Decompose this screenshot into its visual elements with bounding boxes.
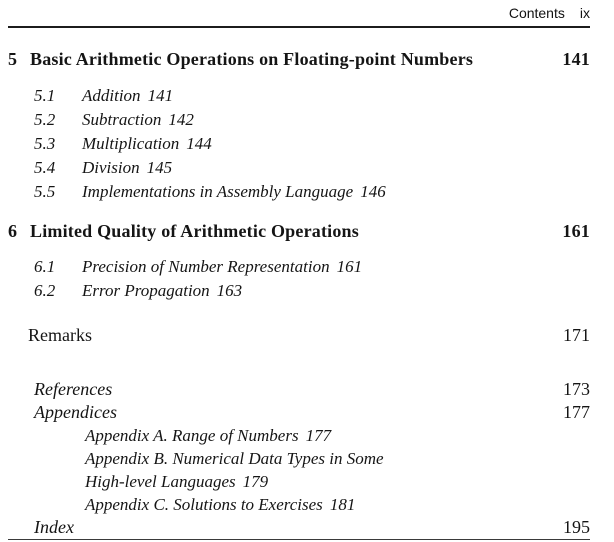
chapter-6-sections [34, 255, 590, 303]
section-row [34, 132, 590, 156]
chapter-5-sections [34, 84, 590, 204]
running-header [8, 4, 590, 24]
index-title: Index [34, 517, 74, 537]
appendix-line [85, 493, 590, 516]
chapter-title: Basic Arithmetic Operations on Floating-point Numbers [30, 49, 474, 69]
section-number: 6.1 [34, 257, 56, 276]
appendix-page-number: 181 [329, 495, 356, 514]
section-title: Addition [82, 86, 141, 105]
top-rule [8, 26, 590, 28]
section-row [34, 255, 590, 279]
remarks-page-number: 171 [563, 325, 590, 345]
appendices-title: Appendices [34, 402, 117, 422]
index-row [34, 516, 590, 539]
chapter-number: 5 [8, 49, 18, 69]
appendix-line [85, 447, 590, 470]
section-number: 5.3 [34, 134, 56, 153]
appendices-page-number: 177 [563, 402, 590, 422]
chapter-6-row [8, 220, 590, 242]
remarks-row [28, 325, 590, 345]
appendix-text: High-level Languages [85, 472, 236, 491]
references-title: References [34, 379, 113, 399]
section-title: Subtraction [82, 110, 162, 129]
chapter-title: Limited Quality of Arithmetic Operations [30, 221, 359, 241]
section-number: 5.1 [34, 86, 56, 105]
appendix-line [85, 470, 590, 493]
section-title: Error Propagation [82, 281, 210, 300]
section-page-number: 144 [186, 134, 212, 153]
section-page-number: 161 [336, 257, 363, 276]
section-row [34, 279, 590, 303]
running-header-title: Contents [508, 5, 565, 21]
section-title: Precision of Number Representation [82, 257, 330, 276]
bottom-rule [8, 539, 590, 540]
appendix-page-number: 179 [242, 472, 269, 491]
section-number: 5.4 [34, 158, 56, 177]
appendix-page-number: 177 [305, 426, 332, 445]
chapter-5-row [8, 48, 590, 70]
section-page-number: 146 [360, 182, 386, 201]
section-page-number: 163 [216, 281, 243, 300]
section-number: 5.2 [34, 110, 56, 129]
section-row [34, 108, 590, 132]
chapter-page-number: 161 [562, 221, 590, 241]
references-row [34, 378, 590, 401]
section-row [34, 156, 590, 180]
appendices-row [34, 401, 590, 424]
chapter-number: 6 [8, 221, 18, 241]
references-page-number: 173 [563, 379, 590, 399]
appendix-text: Appendix B. Numerical Data Types in Some [85, 449, 384, 468]
section-number: 5.5 [34, 182, 56, 201]
section-page-number: 141 [147, 86, 174, 105]
section-page-number: 142 [168, 110, 194, 129]
section-number: 6.2 [34, 281, 56, 300]
appendix-line [85, 424, 590, 447]
index-page-number: 195 [563, 517, 590, 537]
page-roman-numeral: ix [579, 5, 590, 21]
backmatter-block [8, 378, 590, 539]
appendix-text: Appendix A. Range of Numbers [85, 426, 299, 445]
section-title: Implementations in Assembly Language [82, 182, 354, 201]
appendix-text: Appendix C. Solutions to Exercises [85, 495, 323, 514]
chapter-page-number: 141 [562, 49, 590, 69]
section-title: Division [82, 158, 140, 177]
section-page-number: 145 [146, 158, 173, 177]
section-row [34, 180, 590, 204]
section-row [34, 84, 590, 108]
section-title: Multiplication [82, 134, 180, 153]
remarks-title: Remarks [28, 325, 92, 345]
